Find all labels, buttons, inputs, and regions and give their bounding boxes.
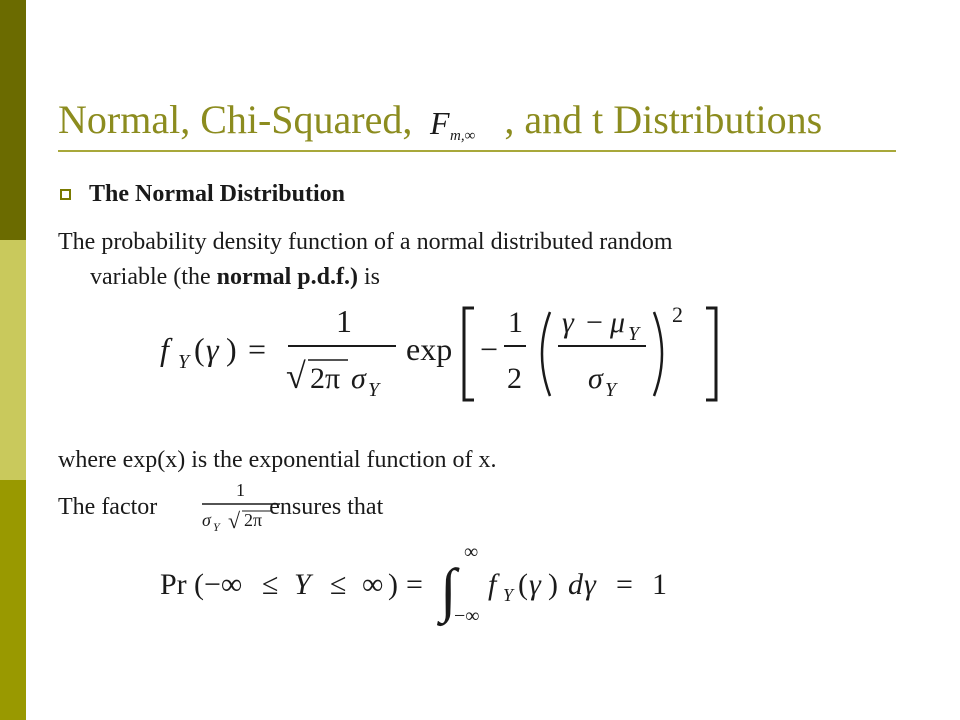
pdf-gamma: γ: [206, 331, 219, 367]
pdf-sigma-2-sub-Y: Y: [605, 379, 617, 401]
para1-line2-pre: variable (the: [90, 264, 217, 290]
sidebar-band-top: [0, 0, 26, 240]
normal-pdf-formula: [158, 296, 738, 411]
pdf-half-numerator: 1: [508, 306, 523, 339]
sidebar-band-bottom: [0, 480, 26, 720]
pr-equals-2: =: [616, 568, 633, 601]
para1-line2-bold: normal p.d.f.): [216, 264, 358, 290]
pr-lower-limit: −∞: [454, 605, 480, 627]
paragraph-exp-definition: where exp(x) is the exponential function of x.: [58, 447, 497, 473]
factor-two-pi: 2π: [244, 510, 263, 530]
pr-inf: ∞: [362, 568, 384, 601]
pr-integral: ∫: [440, 557, 457, 623]
factor-text-post: ensures that: [269, 494, 384, 520]
title-divider: [58, 150, 896, 152]
pdf-mu: μ: [610, 306, 626, 339]
factor-one: 1: [236, 480, 245, 500]
factor-sqrt: √: [228, 508, 241, 533]
pr-d: d: [568, 568, 583, 601]
factor-text-pre: The factor: [58, 494, 158, 520]
pr-rparen-2: ): [548, 568, 558, 601]
pr-le-2: ≤: [330, 568, 347, 601]
pdf-half-denominator: 2: [507, 362, 522, 395]
slide-title: [58, 92, 908, 148]
bullet-item: [60, 176, 345, 212]
pr-le-1: ≤: [262, 568, 279, 601]
pdf-left-bracket: [464, 308, 474, 400]
pr-label: Pr: [160, 568, 187, 601]
sidebar-decoration: [0, 0, 26, 720]
normalizing-factor-formula: [198, 480, 288, 536]
pdf-right-paren-large: [654, 312, 662, 396]
pdf-equals: =: [248, 331, 267, 367]
pdf-left-paren-large: [542, 312, 550, 396]
pdf-sqrt: √: [286, 356, 306, 396]
probability-integral-formula: [158, 540, 698, 630]
pr-gamma-2: γ: [584, 568, 596, 601]
title-text-after: , and t Distributions: [504, 97, 823, 142]
pdf-rparen: ): [226, 331, 237, 367]
pr-rparen: ): [388, 568, 398, 601]
pdf-sigma-sub-Y: Y: [368, 379, 380, 401]
pdf-sigma-2: σ: [588, 362, 603, 395]
bullet-heading: The Normal Distribution: [89, 180, 346, 207]
square-bullet-icon: [60, 189, 71, 200]
pdf-f: f: [160, 331, 169, 367]
pr-equals-1: =: [406, 568, 423, 601]
pr-one: 1: [652, 568, 667, 601]
pr-upper-limit: ∞: [464, 541, 479, 563]
pr-f-sub-Y: Y: [503, 585, 514, 605]
factor-sigma-sub-Y: Y: [213, 520, 220, 534]
pr-gamma: γ: [529, 568, 541, 601]
pdf-minus: −: [586, 306, 603, 339]
pdf-sigma: σ: [351, 362, 366, 395]
paragraph-line-2: [90, 260, 380, 294]
pdf-f-sub-Y: Y: [178, 351, 190, 373]
para1-line2-post: is: [357, 264, 380, 290]
title-formula-sub: m,∞: [450, 127, 476, 144]
pr-lparen: (: [194, 568, 204, 601]
pr-f: f: [488, 568, 497, 601]
factor-sigma: σ: [202, 510, 211, 530]
pdf-one: 1: [336, 303, 352, 339]
pdf-right-bracket: [706, 308, 716, 400]
pdf-mu-sub-Y: Y: [628, 323, 640, 345]
pdf-negative-sign: −: [480, 331, 499, 367]
pdf-lparen: (: [194, 331, 205, 367]
paragraph-line-1: The probability density function of a normal distributed random: [58, 229, 673, 255]
title-formula-F: F: [430, 104, 450, 141]
sidebar-band-middle: [0, 240, 26, 480]
pdf-exp: exp: [406, 331, 453, 367]
pr-neg-inf: −∞: [204, 568, 243, 601]
pdf-gamma-2: γ: [562, 306, 574, 339]
title-formula-f-m-inf: [422, 104, 504, 144]
title-text-before: Normal, Chi-Squared,: [58, 97, 413, 142]
pr-lparen-2: (: [518, 568, 528, 601]
pdf-two-pi: 2π: [310, 362, 341, 395]
pdf-square-exponent: 2: [672, 302, 683, 327]
pr-Y: Y: [294, 568, 311, 601]
